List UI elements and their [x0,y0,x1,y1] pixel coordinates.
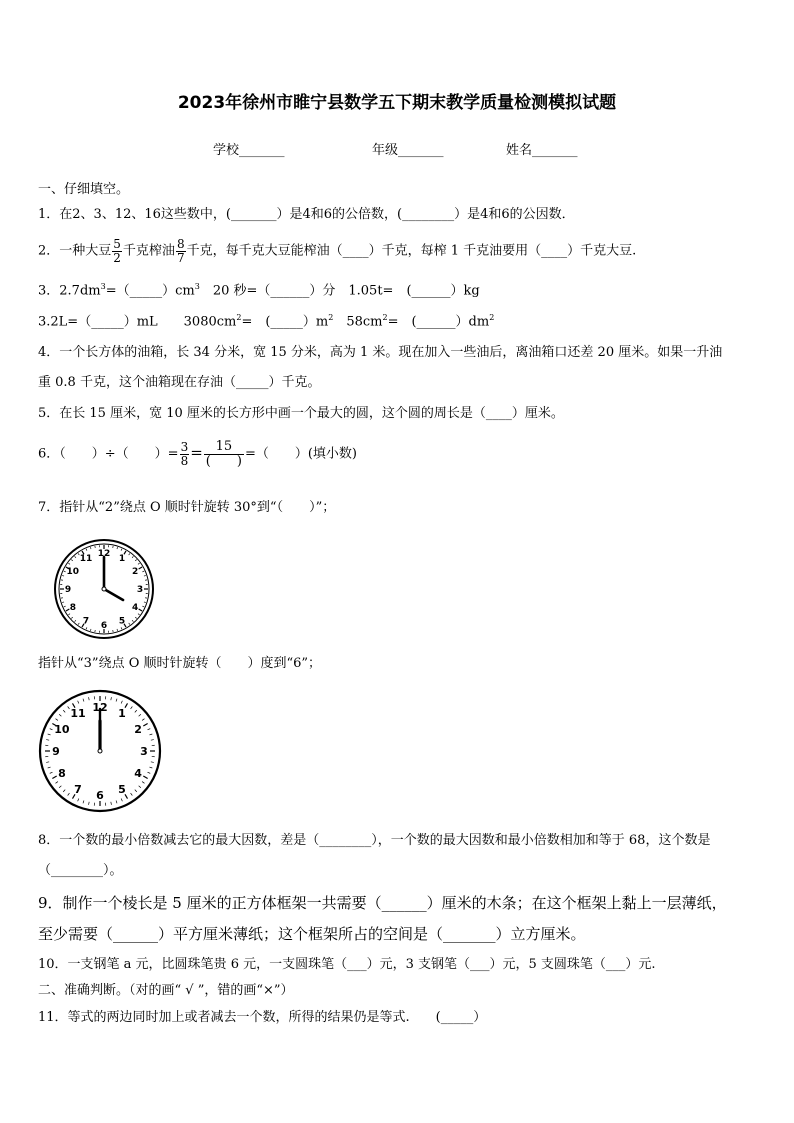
clock-tick [46,762,49,763]
clock-tick [151,740,154,741]
clock-number: 7 [74,783,82,797]
clock-tick [142,782,144,784]
clock-number: 1 [118,706,126,720]
clock-number: 12 [97,549,111,560]
clock-tick [62,575,64,576]
clock-tick [135,710,137,712]
clock-tick [78,799,79,802]
clock-tick [50,729,53,730]
clock-tick [117,547,118,549]
clock-tick [68,707,70,709]
question-10: 10．一支钢笔 a 元，比圆珠笔贵 6 元，一支圆珠笔（___）元，3 支钢笔（___）元，5 支圆珠笔（___）元. [38,957,656,972]
clock-tick [59,786,61,788]
clock-tick [59,714,61,716]
clock-tick [78,623,79,625]
clock-number: 12 [92,700,108,714]
clock-tick [56,719,58,721]
clock-tick [111,802,112,805]
fraction-8-7: $\frac{8}{7}$ [176,237,185,265]
clock-tick [71,617,72,618]
clock-tick [121,549,122,551]
clock-tick [121,627,122,629]
question-11: 11．等式的两边同时加上或者减去一个数，所得的结果仍是等式. (_____） [38,1010,487,1025]
clock-tick [71,560,72,561]
question-8-line-2: （________）。 [38,863,123,878]
grade-field: 年级_______ [372,143,444,158]
clock-tick [89,697,90,700]
clock-tick [138,614,140,615]
clock-tick [111,697,112,700]
clock-number: 9 [52,744,60,758]
clock-tick [46,740,49,741]
clock-tick [90,547,91,549]
clock-number: 6 [96,788,104,802]
clock-tick [139,714,141,716]
clock-number: 3 [136,585,144,596]
clock-tick [75,620,76,621]
question-8-line-1: 8．一个数的最小倍数减去它的最大因数，差是（________），一个数的最大因数和最小倍数相加和等于 68，这个数是 [38,833,711,848]
clock-center [98,749,102,753]
section2-heading: 二、准确判断。（对的画“ √ ”，错的画“×”） [38,983,294,998]
clock-tick [116,800,117,803]
clock-tick [144,575,146,576]
clock-number: 9 [64,585,72,596]
clock-tick [68,614,70,615]
clock-tick [139,609,142,611]
clock-number: 5 [118,783,126,797]
clock-tick [135,560,136,561]
question-6: 6．（ ）÷（ ）= $\frac{3}{8}$ = $\frac{15}{( )}$ =（ ）(填小数) [38,439,357,469]
clock-tick [117,629,118,631]
clock-tick [138,563,140,564]
clock-number: 1 [118,554,126,565]
clock-tick [63,790,65,792]
school-field: 学校_______ [213,143,285,158]
clock-tick [63,710,65,712]
question-7-part-2: 指针从“3”绕点 O 顺时针旋转（ ）度到“6”； [38,656,322,671]
clock-tick [135,617,136,618]
question-9-line-2: 至少需要（______）平方厘米薄纸；这个框架所占的空间是（_______）立方厘米。 [38,925,586,943]
clock-tick [64,571,66,572]
section1-heading: 一、仔细填空。 [38,182,130,197]
fraction-3-8: $\frac{3}{8}$ [180,440,189,468]
question-4-line-2: 重 0.8 千克，这个油箱现在存油（_____）千克。 [38,375,321,390]
clock-number: 10 [66,567,80,578]
clock-tick [116,699,117,702]
clock-12-oclock [38,689,162,813]
clock-number: 10 [54,722,70,736]
clock-tick [132,556,133,557]
clock-tick [148,729,151,730]
clock-number: 11 [70,706,86,720]
clock-number: 2 [134,722,142,736]
question-1: 1．在2、3、12、16这些数中，(_______）是4和6的公倍数，(________）是4和6的公因数． [38,207,575,222]
clock-number: 3 [140,744,148,758]
clock-number: 5 [118,616,126,627]
clock-tick [129,553,130,555]
hour-hand [104,589,123,600]
clock-number: 2 [132,567,139,578]
clock-tick [121,799,122,802]
clock-tick [86,549,87,551]
clock-tick [135,790,137,792]
clock-tick [48,734,51,735]
clock-number: 7 [82,616,90,627]
question-4-line-1: 4．一个长方体的油箱，长 34 分米，宽 15 分米，高为 1 米。现在加入一些油后，离油箱口还差 20 厘米。如果一升油 [38,345,723,360]
clock-tick [56,782,58,784]
clock-tick [48,767,51,768]
clock-tick [149,767,152,768]
question-9-line-1: 9．制作一个棱长是 5 厘米的正方体框架一共需要（______）厘米的木条；在这个框架上黏上一层薄纸， [38,894,727,912]
clock-number: 4 [132,603,139,614]
clock-tick [129,623,130,625]
clock-4-oclock [53,538,155,640]
clock-tick [131,793,133,795]
clock-tick [142,571,144,572]
clock-tick [83,800,84,803]
clock-tick [75,556,76,557]
clock-tick [139,567,142,569]
clock-tick [144,602,146,603]
clock-tick [148,772,151,773]
clock-tick [89,802,90,805]
clock-tick [139,786,141,788]
clock-tick [62,602,64,603]
clock-number: 8 [58,766,66,780]
question-3: 3．$2.7dm^3=(\_\_\_\_\_)cm^3$ 20 秒=（______）分 1.05t= (______）kg [38,282,480,299]
clock-tick [86,627,87,629]
clock-tick [52,776,56,779]
clock-tick [132,620,133,621]
question-7: 7．指针从“2”绕点 O 顺时针旋转 30°到“（ ）”； [38,500,336,515]
fraction-15-blank: $\frac{15}{( )}$ [205,439,242,469]
clock-tick [50,772,53,773]
clock-tick [68,563,70,564]
question-2: 2．一种大豆 $\frac{5}{2}$ 千克榨油 $\frac{8}{7}$ 千克，每千克大豆能榨油（____）千克，每榨 1 千克油要用（____）千克大豆. [38,237,637,265]
clock-number: 11 [79,554,93,565]
name-field: 姓名_______ [506,143,578,158]
page-title: 2023年徐州市睢宁县数学五下期末教学质量检测模拟试题 [177,93,617,113]
clock-tick [149,734,152,735]
clock-number: 8 [69,603,76,614]
clock-tick [121,701,122,704]
clock-tick [143,724,147,727]
clock-tick [142,719,144,721]
clock-tick [83,699,84,702]
clock-tick [143,776,147,779]
clock-tick [68,793,70,795]
clock-tick [64,606,66,607]
clock-number: 6 [100,621,108,632]
clock-tick [90,629,91,631]
clock-center [102,587,106,591]
clock-tick [151,762,154,763]
clock-tick [78,701,79,704]
fraction-5-2: $\frac{5}{2}$ [113,237,121,265]
question-3-continued: 3.2L=（_____）mL $3080cm^2=$ $(\_\_\_\_\_)m^2$ $58cm^2=$ $(\_\_\_\_\_\_)dm^2$ [38,313,495,330]
clock-tick [131,707,133,709]
clock-tick [142,606,144,607]
question-5: 5．在长 15 厘米，宽 10 厘米的长方形中画一个最大的圆，这个圆的周长是（____）厘米。 [38,406,564,421]
clock-number: 4 [134,766,142,780]
